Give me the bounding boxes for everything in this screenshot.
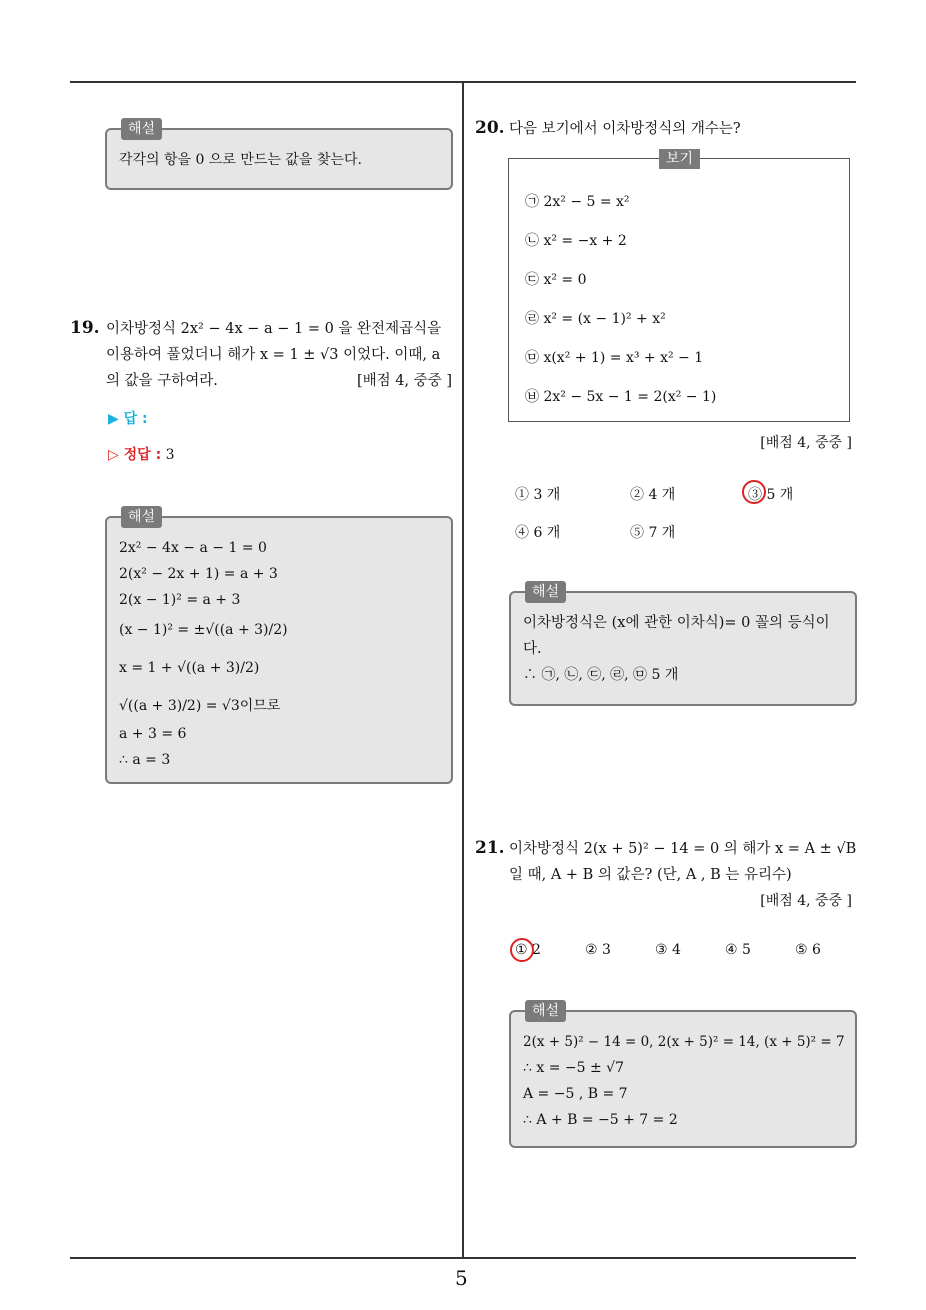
q20-view-item: ㉣ x² = (x − 1)² + x² [525,311,666,327]
solution-label: 해설 [525,1000,566,1022]
q21-choice-3[interactable]: ③ 4 [655,942,681,958]
q20-view-item: ㉥ 2x² − 5x − 1 = 2(x² − 1) [525,389,717,405]
q21-answer-mark [510,938,534,962]
q20-choice-3[interactable]: ③ 5 개 [748,487,794,503]
solution-label: 해설 [121,118,162,140]
q21-line1: 이차방정식 2(x + 5)² − 14 = 0 의 해가 x = A ± √B [509,841,857,857]
q21-number: 21. [475,838,505,858]
q19-solution-line: √((a + 3)/2) = √3이므로 [119,698,281,714]
q21-score: [배점 4, 중중 ] [760,893,852,909]
q19-correct-label: ▷ 정답 : [108,447,162,463]
q20-solution-box [509,584,857,706]
q21-choice-1[interactable]: ① 2 [515,942,541,958]
q19-solution-line: 2(x² − 2x + 1) = a + 3 [119,566,278,582]
q20-choice-5[interactable]: ⑤ 7 개 [630,525,676,541]
solution-label: 해설 [121,506,162,528]
q20-view-item: ㉠ 2x² − 5 = x² [525,194,630,210]
view-label: 보기 [659,149,700,169]
q20-text: 다음 보기에서 이차방정식의 개수는? [509,121,741,137]
q21-solution-line: A = −5 , B = 7 [523,1086,628,1102]
q19-solution-line: x = 1 + √((a + 3)/2) [119,660,260,676]
q19-line1: 이차방정식 2x² − 4x − a − 1 = 0 을 완전제곱식을 [106,321,442,337]
bottom-rule [70,1257,856,1259]
q19-solution-line: a + 3 = 6 [119,726,187,742]
column-divider [462,82,464,1258]
q19-solution-line: 2x² − 4x − a − 1 = 0 [119,540,267,556]
q20-view-item: ㉢ x² = 0 [525,272,587,288]
q19-answer-label: ▶ 답 : [108,411,148,427]
q21-choice-4[interactable]: ④ 5 [725,942,751,958]
q19-correct-value: 3 [165,447,175,463]
q20-score: [배점 4, 중중 ] [760,435,852,451]
q20-view-item: ㉤ x(x² + 1) = x³ + x² − 1 [525,350,704,366]
q20-view-box [508,151,850,422]
q20-answer-mark [742,480,766,504]
page-number: 5 [455,1266,468,1290]
q21-solution-line: ∴ A + B = −5 + 7 = 2 [523,1112,678,1128]
q20-solution-line: ∴ ㉠, ㉡, ㉢, ㉣, ㉤ 5 개 [523,667,679,683]
q19-solution-line: 2(x − 1)² = a + 3 [119,592,241,608]
q21-solution-box [509,1003,857,1148]
q19-line2: 이용하여 풀었더니 해가 x = 1 ± √3 이었다. 이때, a [106,347,441,363]
q20-number: 20. [475,118,505,138]
q19-solution-line: ∴ a = 3 [119,752,171,768]
q21-choice-2[interactable]: ② 3 [585,942,611,958]
q19-solution-line: (x − 1)² = ±√((a + 3)/2) [119,622,288,638]
q19-correct-row [108,444,175,464]
q20-view-item: ㉡ x² = −x + 2 [525,233,627,249]
q19-solution-box [105,509,453,784]
q21-solution-line: ∴ x = −5 ± √7 [523,1060,624,1076]
q20-choice-4[interactable]: ④ 6 개 [515,525,561,541]
q21-line2: 일 때, A + B 의 값은? (단, A , B 는 유리수) [509,867,792,883]
q18-solution-text: 각각의 항을 0 으로 만드는 값을 찾는다. [119,152,362,168]
solution-label: 해설 [525,581,566,603]
q19-number: 19. [70,318,100,338]
q19-score: [배점 4, 중중 ] [356,373,452,389]
q20-choice-2[interactable]: ② 4 개 [630,487,676,503]
q18-solution-box [105,121,453,190]
q19-line3: 의 값을 구하여라. [106,373,218,389]
q20-choice-1[interactable]: ① 3 개 [515,487,561,503]
q21-solution-line: 2(x + 5)² − 14 = 0, 2(x + 5)² = 14, (x + 5)² = 7 [523,1034,845,1050]
q21-choice-5[interactable]: ⑤ 6 [795,942,821,958]
q20-solution-line: 이차방정식은 (x에 관한 이차식)= 0 꼴의 등식이 [523,615,830,631]
q20-solution-line: 다. [523,641,542,657]
